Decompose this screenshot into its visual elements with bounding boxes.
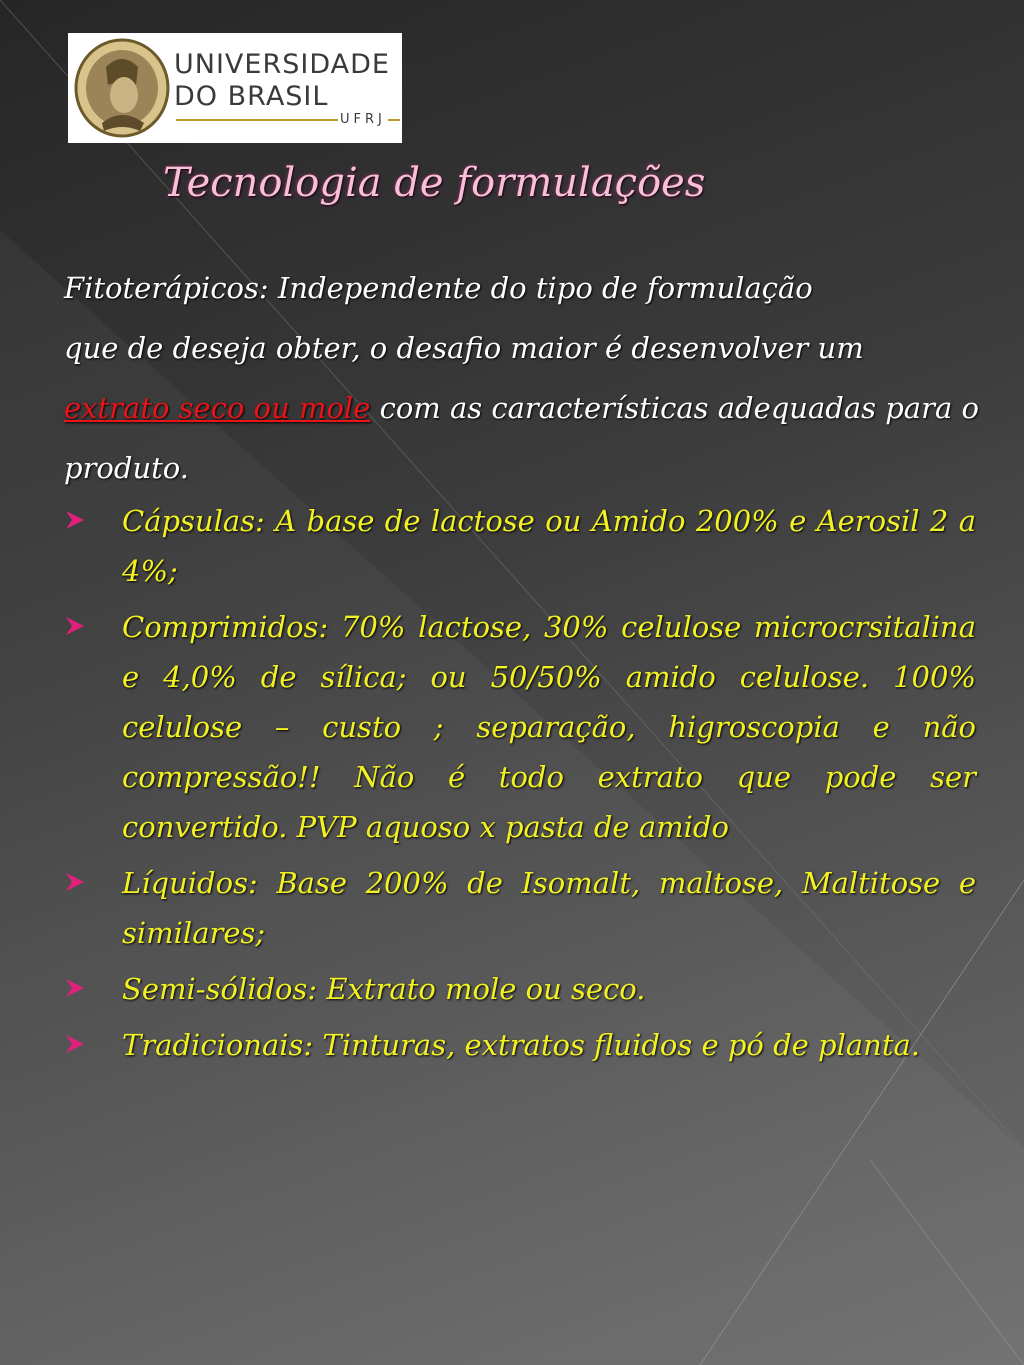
arrowhead-bullet-icon [64,1033,86,1055]
arrowhead-bullet-icon [64,871,86,893]
bullet-text: Cápsulas: A base de lactose ou Amido 200% e Aerosil 2 a 4%; [122,504,976,588]
list-item [64,496,976,596]
intro-line-2: que de deseja obter, o desafio maior é desenvolver um [64,331,864,365]
university-logo [68,33,402,143]
arrowhead-bullet-icon [64,509,86,531]
university-tag: UFRJ [340,112,386,127]
university-name-line1: UNIVERSIDADE [174,49,390,80]
bullet-text: Semi-sólidos: Extrato mole ou seco. [122,972,646,1006]
university-name-line2: DO BRASIL [174,81,329,112]
intro-line-3 [64,378,984,438]
list-item [64,1020,976,1070]
arrowhead-bullet-icon [64,615,86,637]
intro-highlight: extrato seco ou mole [64,391,371,425]
list-item [64,964,976,1014]
intro-line-3-rest: com as características adequadas para o [370,391,979,425]
intro-line-4: produto. [64,451,189,485]
bullet-list [64,496,976,1076]
arrowhead-bullet-icon [64,977,86,999]
university-seal-icon [72,37,172,139]
intro-line-1: Fitoterápicos: Independente do tipo de formulação [64,271,813,305]
slide-title: Tecnologia de formulações [163,160,706,206]
list-item [64,858,976,958]
bullet-text: Líquidos: Base 200% de Isomalt, maltose, Maltitose e similares; [122,866,976,950]
intro-paragraph [64,258,984,498]
bullet-text: Comprimidos: 70% lactose, 30% celulose microcrsitalina e 4,0% de sílica; ou 50/50% amido celulose. 100% celulose – custo ; separação, higroscopia e não compressão!! Não é todo extrato que pode ser convertido. PVP aquoso x pasta de amido [122,610,976,844]
list-item [64,602,976,852]
bullet-text: Tradicionais: Tinturas, extratos fluidos e pó de planta. [122,1028,921,1062]
